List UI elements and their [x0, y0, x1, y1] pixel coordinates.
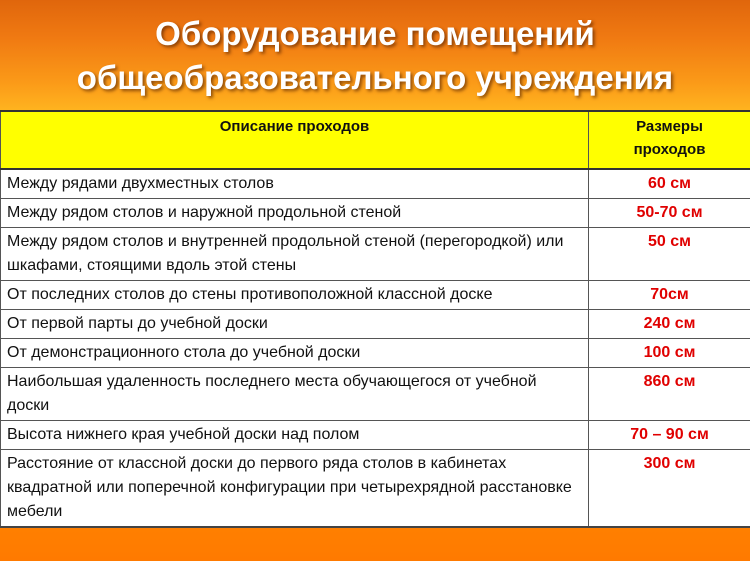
row-value: 50-70 см	[589, 199, 750, 228]
row-description: Расстояние от классной доски до первого ряда столов в кабинетах квадратной или поперечной конфигурации при четырехрядной расстановке мебели	[1, 450, 589, 528]
row-description: От демонстрационного стола до учебной доски	[1, 339, 589, 368]
row-description: От последних столов до стены противоположной классной доске	[1, 281, 589, 310]
table-row	[1, 368, 750, 421]
row-value: 240 см	[589, 310, 750, 339]
row-value: 60 см	[589, 169, 750, 199]
row-value: 50 см	[589, 228, 750, 281]
table-row	[1, 421, 750, 450]
row-description: От первой парты до учебной доски	[1, 310, 589, 339]
row-description: Между рядами двухместных столов	[1, 169, 589, 199]
header-size-line-1: Размеры	[636, 118, 703, 135]
title-line-1: Оборудование помещений	[155, 15, 595, 52]
table-row	[1, 169, 750, 199]
row-value: 70см	[589, 281, 750, 310]
table-row	[1, 339, 750, 368]
row-description: Наибольшая удаленность последнего места обучающегося от учебной доски	[1, 368, 589, 421]
table-header-row	[1, 111, 750, 169]
row-description: Между рядом столов и внутренней продольной стеной (перегородкой) или шкафами, стоящими вдоль этой стены	[1, 228, 589, 281]
row-value: 70 – 90 см	[589, 421, 750, 450]
table-row	[1, 281, 750, 310]
aisle-dimensions-table	[0, 110, 750, 528]
title-line-2: общеобразовательного учреждения	[76, 59, 674, 96]
table-row	[1, 228, 750, 281]
row-value: 100 см	[589, 339, 750, 368]
title-banner	[0, 0, 750, 111]
table-row	[1, 450, 750, 528]
table-row	[1, 310, 750, 339]
header-size-line-2: проходов	[633, 141, 706, 158]
page-title	[0, 12, 750, 100]
row-description: Высота нижнего края учебной доски над полом	[1, 421, 589, 450]
header-size	[589, 111, 750, 169]
table-row	[1, 199, 750, 228]
row-value: 860 см	[589, 368, 750, 421]
header-description: Описание проходов	[1, 111, 589, 169]
row-description: Между рядом столов и наружной продольной стеной	[1, 199, 589, 228]
row-value: 300 см	[589, 450, 750, 528]
